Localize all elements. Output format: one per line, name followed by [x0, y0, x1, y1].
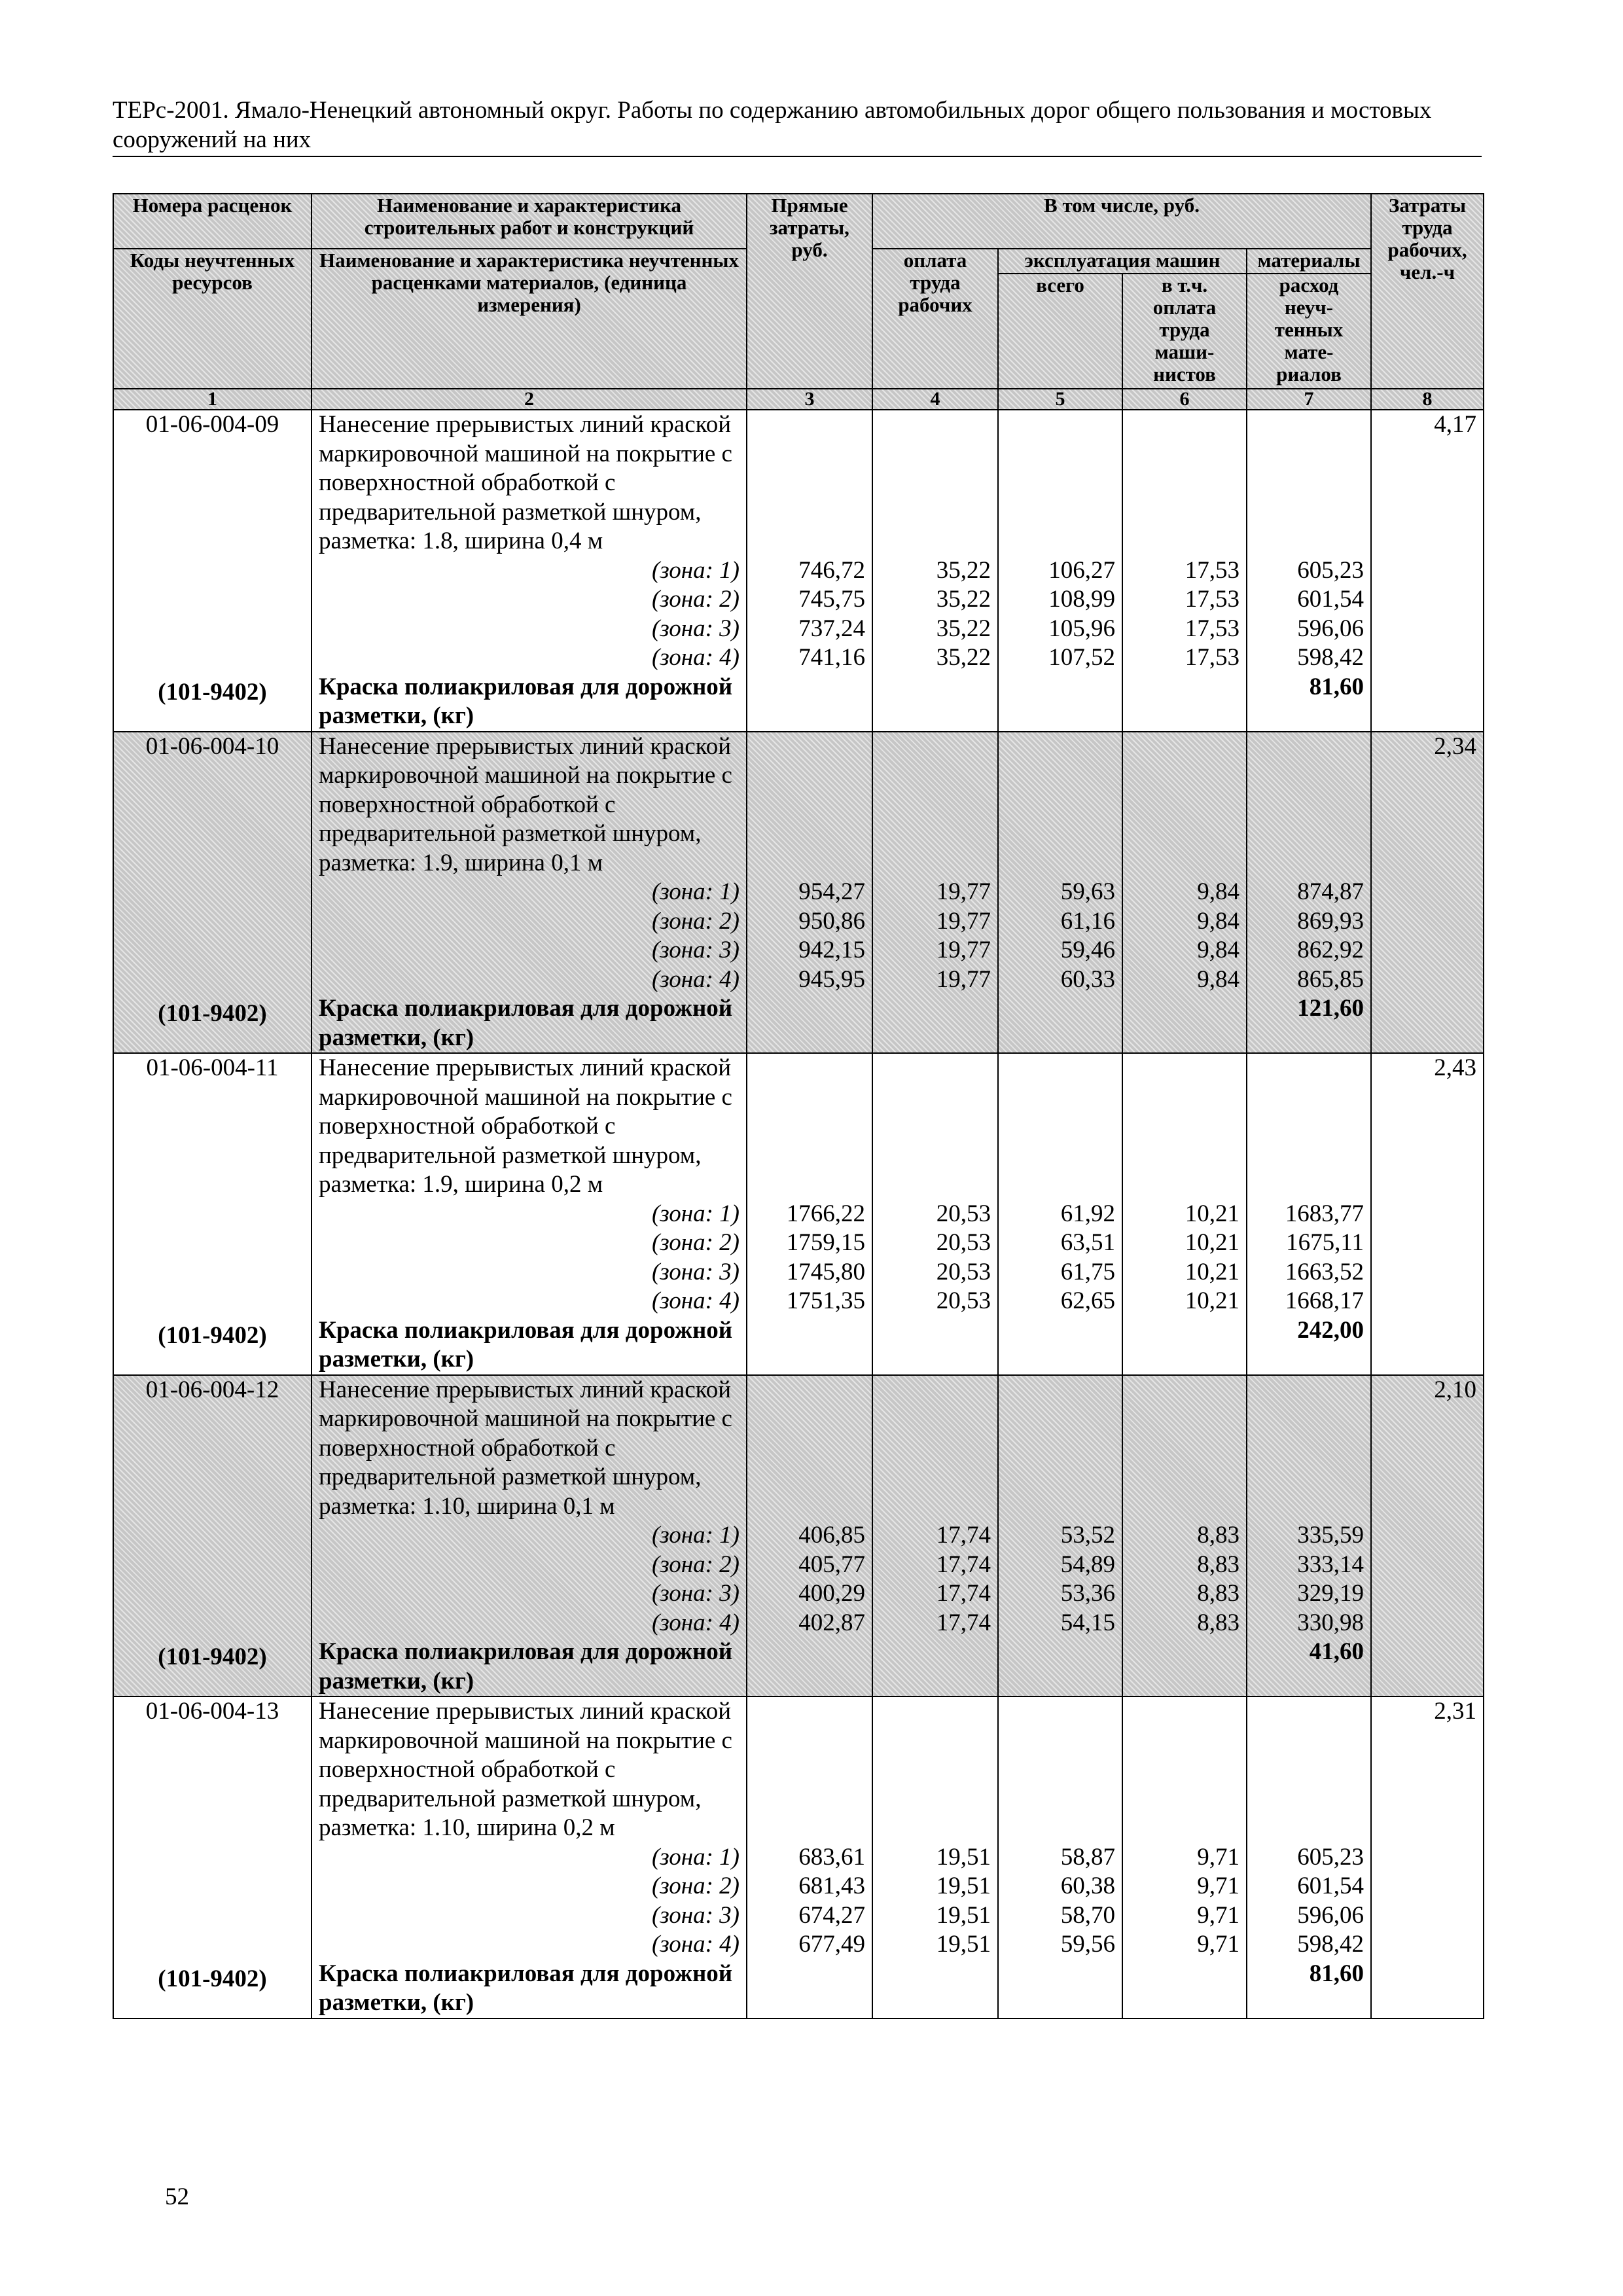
zone-value: 10,21: [1185, 1229, 1240, 1256]
in-that-number-header: В том числе, руб.: [872, 194, 1371, 249]
material-quantity: 121,60: [1297, 995, 1364, 1022]
zone-label: (зона: 4): [651, 965, 740, 993]
zone-value: 1766,22: [786, 1200, 865, 1227]
zone-value: 1745,80: [786, 1258, 865, 1285]
zone-value: 53,36: [1060, 1580, 1115, 1607]
zone-value: 681,43: [798, 1873, 865, 1899]
labor-value: 2,31: [1434, 1698, 1477, 1725]
zone-value: 865,85: [1297, 965, 1364, 993]
table-row: [113, 1696, 1484, 2018]
labor-value: 2,43: [1434, 1054, 1477, 1081]
zone-value: 8,83: [1197, 1522, 1240, 1549]
spacer: [1254, 732, 1364, 878]
machinist-wages-header: в т.ч. оплата труда маши-нистов: [1122, 274, 1247, 389]
machines-cell: [998, 1696, 1122, 2018]
zone-value: 601,54: [1297, 1873, 1364, 1899]
zone-value: 8,83: [1197, 1551, 1240, 1578]
wages-cell: [872, 1053, 998, 1375]
zone-label: (зона: 3): [651, 615, 740, 642]
work-description: Нанесение прерывистых линий краской маркировочной машиной на покрытие с поверхностной обработкой с предварительной разметкой шнуром, разметка: 1.9, ширина 0,1 м: [319, 732, 732, 876]
resource-code: (101-9402): [158, 1000, 267, 1027]
machinist-wages-cell: [1122, 1053, 1247, 1375]
zone-value: 17,53: [1185, 615, 1240, 642]
table-row: [113, 732, 1484, 1054]
zone-label: (зона: 1): [651, 556, 740, 584]
spacer: [1130, 1697, 1240, 1843]
zone-label: (зона: 2): [651, 1229, 740, 1256]
zone-value: 869,93: [1297, 907, 1364, 935]
material-name: Краска полиакриловая для дорожной разметки, (кг): [319, 673, 733, 729]
zone-label: (зона: 2): [651, 907, 740, 935]
zone-label: (зона: 1): [651, 1200, 740, 1227]
spacer: [120, 1405, 304, 1638]
rate-code-cell: [113, 1696, 312, 2018]
column-number: 7: [1247, 389, 1371, 410]
materials-cell: [1247, 732, 1371, 1054]
materials-header: материалы: [1247, 249, 1371, 274]
machines-header: эксплуатация машин: [998, 249, 1247, 274]
description-cell: [312, 1053, 747, 1375]
zone-value: 19,51: [936, 1931, 991, 1958]
wages-cell: [872, 732, 998, 1054]
zone-label: (зона: 4): [651, 1609, 740, 1636]
rate-code: 01-06-004-12: [145, 1376, 279, 1403]
machines-cell: [998, 732, 1122, 1054]
spacer: [754, 1697, 865, 1843]
table-row: [113, 410, 1484, 732]
spacer: [1130, 1376, 1240, 1522]
labor-cell: [1371, 1375, 1484, 1697]
column-number: 8: [1371, 389, 1484, 410]
spacer: [754, 1054, 865, 1200]
zone-value: 20,53: [936, 1229, 991, 1256]
direct-cost-cell: [747, 1053, 872, 1375]
zone-value: 335,59: [1297, 1522, 1364, 1549]
table-body: [113, 410, 1484, 2018]
rate-code-cell: [113, 732, 312, 1054]
zone-value: 945,95: [798, 965, 865, 993]
material-quantity: 242,00: [1297, 1316, 1364, 1344]
rate-code: 01-06-004-09: [145, 411, 279, 438]
col2-bottom-header: Наименование и характеристика неучтенных расценками материалов, (единица измерения): [312, 249, 747, 389]
zone-label: (зона: 1): [651, 878, 740, 905]
spacer: [1005, 1697, 1115, 1843]
spacer: [120, 1083, 304, 1316]
column-number: 6: [1122, 389, 1247, 410]
zone-value: 598,42: [1297, 644, 1364, 671]
zone-value: 58,87: [1060, 1843, 1115, 1871]
zone-value: 954,27: [798, 878, 865, 905]
rate-code-cell: [113, 410, 312, 732]
zone-value: 9,84: [1197, 907, 1240, 935]
description-cell: [312, 1696, 747, 2018]
spacer: [1005, 1054, 1115, 1200]
zone-label: (зона: 3): [651, 1580, 740, 1607]
zone-value: 59,63: [1060, 878, 1115, 905]
material-quantity: 41,60: [1309, 1638, 1364, 1665]
spacer: [120, 440, 304, 673]
table-row: [113, 1375, 1484, 1697]
zone-value: 19,77: [936, 878, 991, 905]
col1-top-header: Номера расценок: [113, 194, 312, 249]
zone-label: (зона: 1): [651, 1843, 740, 1871]
machines-cell: [998, 1375, 1122, 1697]
zone-label: (зона: 4): [651, 1931, 740, 1958]
direct-cost-cell: [747, 410, 872, 732]
zone-value: 601,54: [1297, 586, 1364, 613]
column-number: 5: [998, 389, 1122, 410]
material-quantity: 81,60: [1309, 673, 1364, 700]
zone-value: 329,19: [1297, 1580, 1364, 1607]
zone-label: (зона: 3): [651, 1901, 740, 1929]
description-cell: [312, 1375, 747, 1697]
work-description: Нанесение прерывистых линий краской маркировочной машиной на покрытие с поверхностной обработкой с предварительной разметкой шнуром, разметка: 1.8, ширина 0,4 м: [319, 411, 732, 554]
work-description: Нанесение прерывистых линий краской маркировочной машиной на покрытие с поверхностной обработкой с предварительной разметкой шнуром, разметка: 1.10, ширина 0,1 м: [319, 1376, 732, 1520]
labor-value: 2,10: [1434, 1376, 1477, 1403]
zone-label: (зона: 2): [651, 586, 740, 613]
labor-value: 4,17: [1434, 411, 1477, 438]
zone-value: 1759,15: [786, 1229, 865, 1256]
machinist-wages-cell: [1122, 1375, 1247, 1697]
work-description: Нанесение прерывистых линий краской маркировочной машиной на покрытие с поверхностной обработкой с предварительной разметкой шнуром, разметка: 1.10, ширина 0,2 м: [319, 1698, 732, 1841]
rate-code: 01-06-004-10: [145, 732, 279, 760]
labor-cell: [1371, 1053, 1484, 1375]
rate-code-cell: [113, 1053, 312, 1375]
materials-usage-header: расход неуч-тенных мате-риалов: [1247, 274, 1371, 389]
zone-value: 19,77: [936, 907, 991, 935]
zone-value: 405,77: [798, 1551, 865, 1578]
machinist-wages-cell: [1122, 1696, 1247, 2018]
zone-value: 17,53: [1185, 644, 1240, 671]
zone-value: 17,53: [1185, 586, 1240, 613]
direct-cost-cell: [747, 732, 872, 1054]
zone-value: 400,29: [798, 1580, 865, 1607]
zone-value: 683,61: [798, 1843, 865, 1871]
zone-value: 35,22: [936, 586, 991, 613]
materials-cell: [1247, 410, 1371, 732]
spacer: [1130, 1054, 1240, 1200]
column-number: 4: [872, 389, 998, 410]
zone-value: 60,33: [1060, 965, 1115, 993]
material-name: Краска полиакриловая для дорожной разметки, (кг): [319, 1638, 733, 1695]
zone-value: 58,70: [1060, 1901, 1115, 1929]
zone-value: 598,42: [1297, 1931, 1364, 1958]
zone-value: 106,27: [1048, 556, 1115, 584]
zone-value: 19,51: [936, 1873, 991, 1899]
description-cell: [312, 410, 747, 732]
spacer: [120, 761, 304, 994]
zone-value: 17,74: [936, 1551, 991, 1578]
materials-cell: [1247, 1696, 1371, 2018]
zone-value: 107,52: [1048, 644, 1115, 671]
spacer: [1254, 1054, 1364, 1200]
rate-code-cell: [113, 1375, 312, 1697]
direct-cost-cell: [747, 1696, 872, 2018]
zone-label: (зона: 3): [651, 937, 740, 963]
spacer: [1005, 732, 1115, 878]
zone-label: (зона: 4): [651, 644, 740, 671]
page-number: 52: [165, 2183, 189, 2210]
zone-value: 330,98: [1297, 1609, 1364, 1636]
zone-value: 737,24: [798, 615, 865, 642]
labor-cell: [1371, 732, 1484, 1054]
column-number: 1: [113, 389, 312, 410]
materials-cell: [1247, 1375, 1371, 1697]
machinist-wages-cell: [1122, 410, 1247, 732]
zone-value: 61,75: [1060, 1258, 1115, 1285]
labor-cost-header: Затраты труда рабочих, чел.-ч: [1371, 194, 1484, 389]
zone-label: (зона: 2): [651, 1873, 740, 1899]
zone-label: (зона: 3): [651, 1258, 740, 1285]
zone-value: 862,92: [1297, 937, 1364, 963]
zone-value: 1675,11: [1286, 1229, 1364, 1256]
zone-value: 19,77: [936, 937, 991, 963]
zone-value: 17,74: [936, 1522, 991, 1549]
zone-value: 9,71: [1197, 1843, 1240, 1871]
zone-value: 108,99: [1048, 586, 1115, 613]
page-header-title: ТЕРс-2001. Ямало-Ненецкий автономный округ. Работы по содержанию автомобильных дорог общего пользования и мостовых сооружений на них: [113, 96, 1482, 157]
spacer: [1005, 1376, 1115, 1522]
table-head: [113, 194, 1484, 410]
wages-cell: [872, 1375, 998, 1697]
zone-value: 59,56: [1060, 1931, 1115, 1958]
col2-top-header: Наименование и характеристика строительных работ и конструкций: [312, 194, 747, 249]
zone-value: 596,06: [1297, 1901, 1364, 1929]
zone-value: 942,15: [798, 937, 865, 963]
zone-value: 9,71: [1197, 1901, 1240, 1929]
spacer: [880, 1697, 991, 1843]
zone-value: 674,27: [798, 1901, 865, 1929]
zone-value: 1683,77: [1285, 1200, 1364, 1227]
zone-value: 20,53: [936, 1258, 991, 1285]
spacer: [880, 410, 991, 556]
zone-value: 17,74: [936, 1609, 991, 1636]
column-number-row: [113, 389, 1484, 410]
zone-value: 9,84: [1197, 878, 1240, 905]
zone-value: 950,86: [798, 907, 865, 935]
zone-value: 35,22: [936, 556, 991, 584]
machines-total-header: всего: [998, 274, 1122, 389]
zone-value: 59,46: [1060, 937, 1115, 963]
resource-code: (101-9402): [158, 678, 267, 706]
zone-value: 1751,35: [786, 1287, 865, 1314]
labor-value: 2,34: [1434, 732, 1477, 760]
zone-value: 19,51: [936, 1901, 991, 1929]
wages-header: оплата труда рабочих: [872, 249, 998, 389]
zone-value: 677,49: [798, 1931, 865, 1958]
zone-value: 8,83: [1197, 1580, 1240, 1607]
zone-value: 10,21: [1185, 1258, 1240, 1285]
zone-value: 63,51: [1060, 1229, 1115, 1256]
zone-value: 54,15: [1060, 1609, 1115, 1636]
direct-cost-cell: [747, 1375, 872, 1697]
zone-value: 17,53: [1185, 556, 1240, 584]
machinist-wages-cell: [1122, 732, 1247, 1054]
zone-value: 1663,52: [1285, 1258, 1364, 1285]
description-cell: [312, 732, 747, 1054]
machines-cell: [998, 1053, 1122, 1375]
zone-value: 605,23: [1297, 556, 1364, 584]
spacer: [1254, 1697, 1364, 1843]
zone-value: 61,92: [1060, 1200, 1115, 1227]
materials-cell: [1247, 1053, 1371, 1375]
zone-value: 19,77: [936, 965, 991, 993]
zone-value: 9,71: [1197, 1931, 1240, 1958]
spacer: [1130, 410, 1240, 556]
spacer: [754, 732, 865, 878]
direct-cost-header: Прямые затраты, руб.: [747, 194, 872, 389]
zone-value: 19,51: [936, 1843, 991, 1871]
labor-cell: [1371, 410, 1484, 732]
zone-value: 9,71: [1197, 1873, 1240, 1899]
zone-value: 596,06: [1297, 615, 1364, 642]
zone-value: 402,87: [798, 1609, 865, 1636]
wages-cell: [872, 410, 998, 732]
spacer: [120, 1727, 304, 1960]
spacer: [1254, 1376, 1364, 1522]
spacer: [1130, 732, 1240, 878]
zone-value: 54,89: [1060, 1551, 1115, 1578]
spacer: [1254, 410, 1364, 556]
rate-code: 01-06-004-11: [146, 1054, 279, 1081]
material-name: Краска полиакриловая для дорожной разметки, (кг): [319, 1960, 733, 2016]
zone-value: 17,74: [936, 1580, 991, 1607]
spacer: [880, 732, 991, 878]
zone-value: 53,52: [1060, 1522, 1115, 1549]
column-number: 2: [312, 389, 747, 410]
material-name: Краска полиакриловая для дорожной разметки, (кг): [319, 1316, 733, 1372]
zone-value: 874,87: [1297, 878, 1364, 905]
zone-value: 406,85: [798, 1522, 865, 1549]
zone-value: 1668,17: [1285, 1287, 1364, 1314]
rates-table: [113, 193, 1484, 2019]
col1-bottom-header: Коды неучтенных ресурсов: [113, 249, 312, 389]
zone-value: 10,21: [1185, 1200, 1240, 1227]
zone-value: 8,83: [1197, 1609, 1240, 1636]
work-description: Нанесение прерывистых линий краской маркировочной машиной на покрытие с поверхностной обработкой с предварительной разметкой шнуром, разметка: 1.9, ширина 0,2 м: [319, 1054, 732, 1198]
zone-value: 746,72: [798, 556, 865, 584]
zone-value: 20,53: [936, 1287, 991, 1314]
table-row: [113, 1053, 1484, 1375]
zone-label: (зона: 1): [651, 1522, 740, 1549]
zone-value: 60,38: [1060, 1873, 1115, 1899]
zone-value: 9,84: [1197, 965, 1240, 993]
zone-value: 35,22: [936, 644, 991, 671]
zone-value: 333,14: [1297, 1551, 1364, 1578]
zone-value: 741,16: [798, 644, 865, 671]
zone-value: 745,75: [798, 586, 865, 613]
resource-code: (101-9402): [158, 1643, 267, 1670]
spacer: [880, 1376, 991, 1522]
rate-code: 01-06-004-13: [145, 1698, 279, 1725]
zone-value: 10,21: [1185, 1287, 1240, 1314]
zone-value: 35,22: [936, 615, 991, 642]
material-quantity: 81,60: [1309, 1960, 1364, 1987]
labor-cell: [1371, 1696, 1484, 2018]
resource-code: (101-9402): [158, 1965, 267, 1992]
zone-value: 61,16: [1060, 907, 1115, 935]
resource-code: (101-9402): [158, 1321, 267, 1349]
spacer: [754, 1376, 865, 1522]
material-name: Краска полиакриловая для дорожной разметки, (кг): [319, 995, 733, 1051]
wages-cell: [872, 1696, 998, 2018]
zone-value: 20,53: [936, 1200, 991, 1227]
zone-label: (зона: 2): [651, 1551, 740, 1578]
zone-value: 605,23: [1297, 1843, 1364, 1871]
column-number: 3: [747, 389, 872, 410]
zone-value: 9,84: [1197, 937, 1240, 963]
spacer: [1005, 410, 1115, 556]
spacer: [880, 1054, 991, 1200]
zone-label: (зона: 4): [651, 1287, 740, 1314]
spacer: [754, 410, 865, 556]
machines-cell: [998, 410, 1122, 732]
zone-value: 105,96: [1048, 615, 1115, 642]
zone-value: 62,65: [1060, 1287, 1115, 1314]
